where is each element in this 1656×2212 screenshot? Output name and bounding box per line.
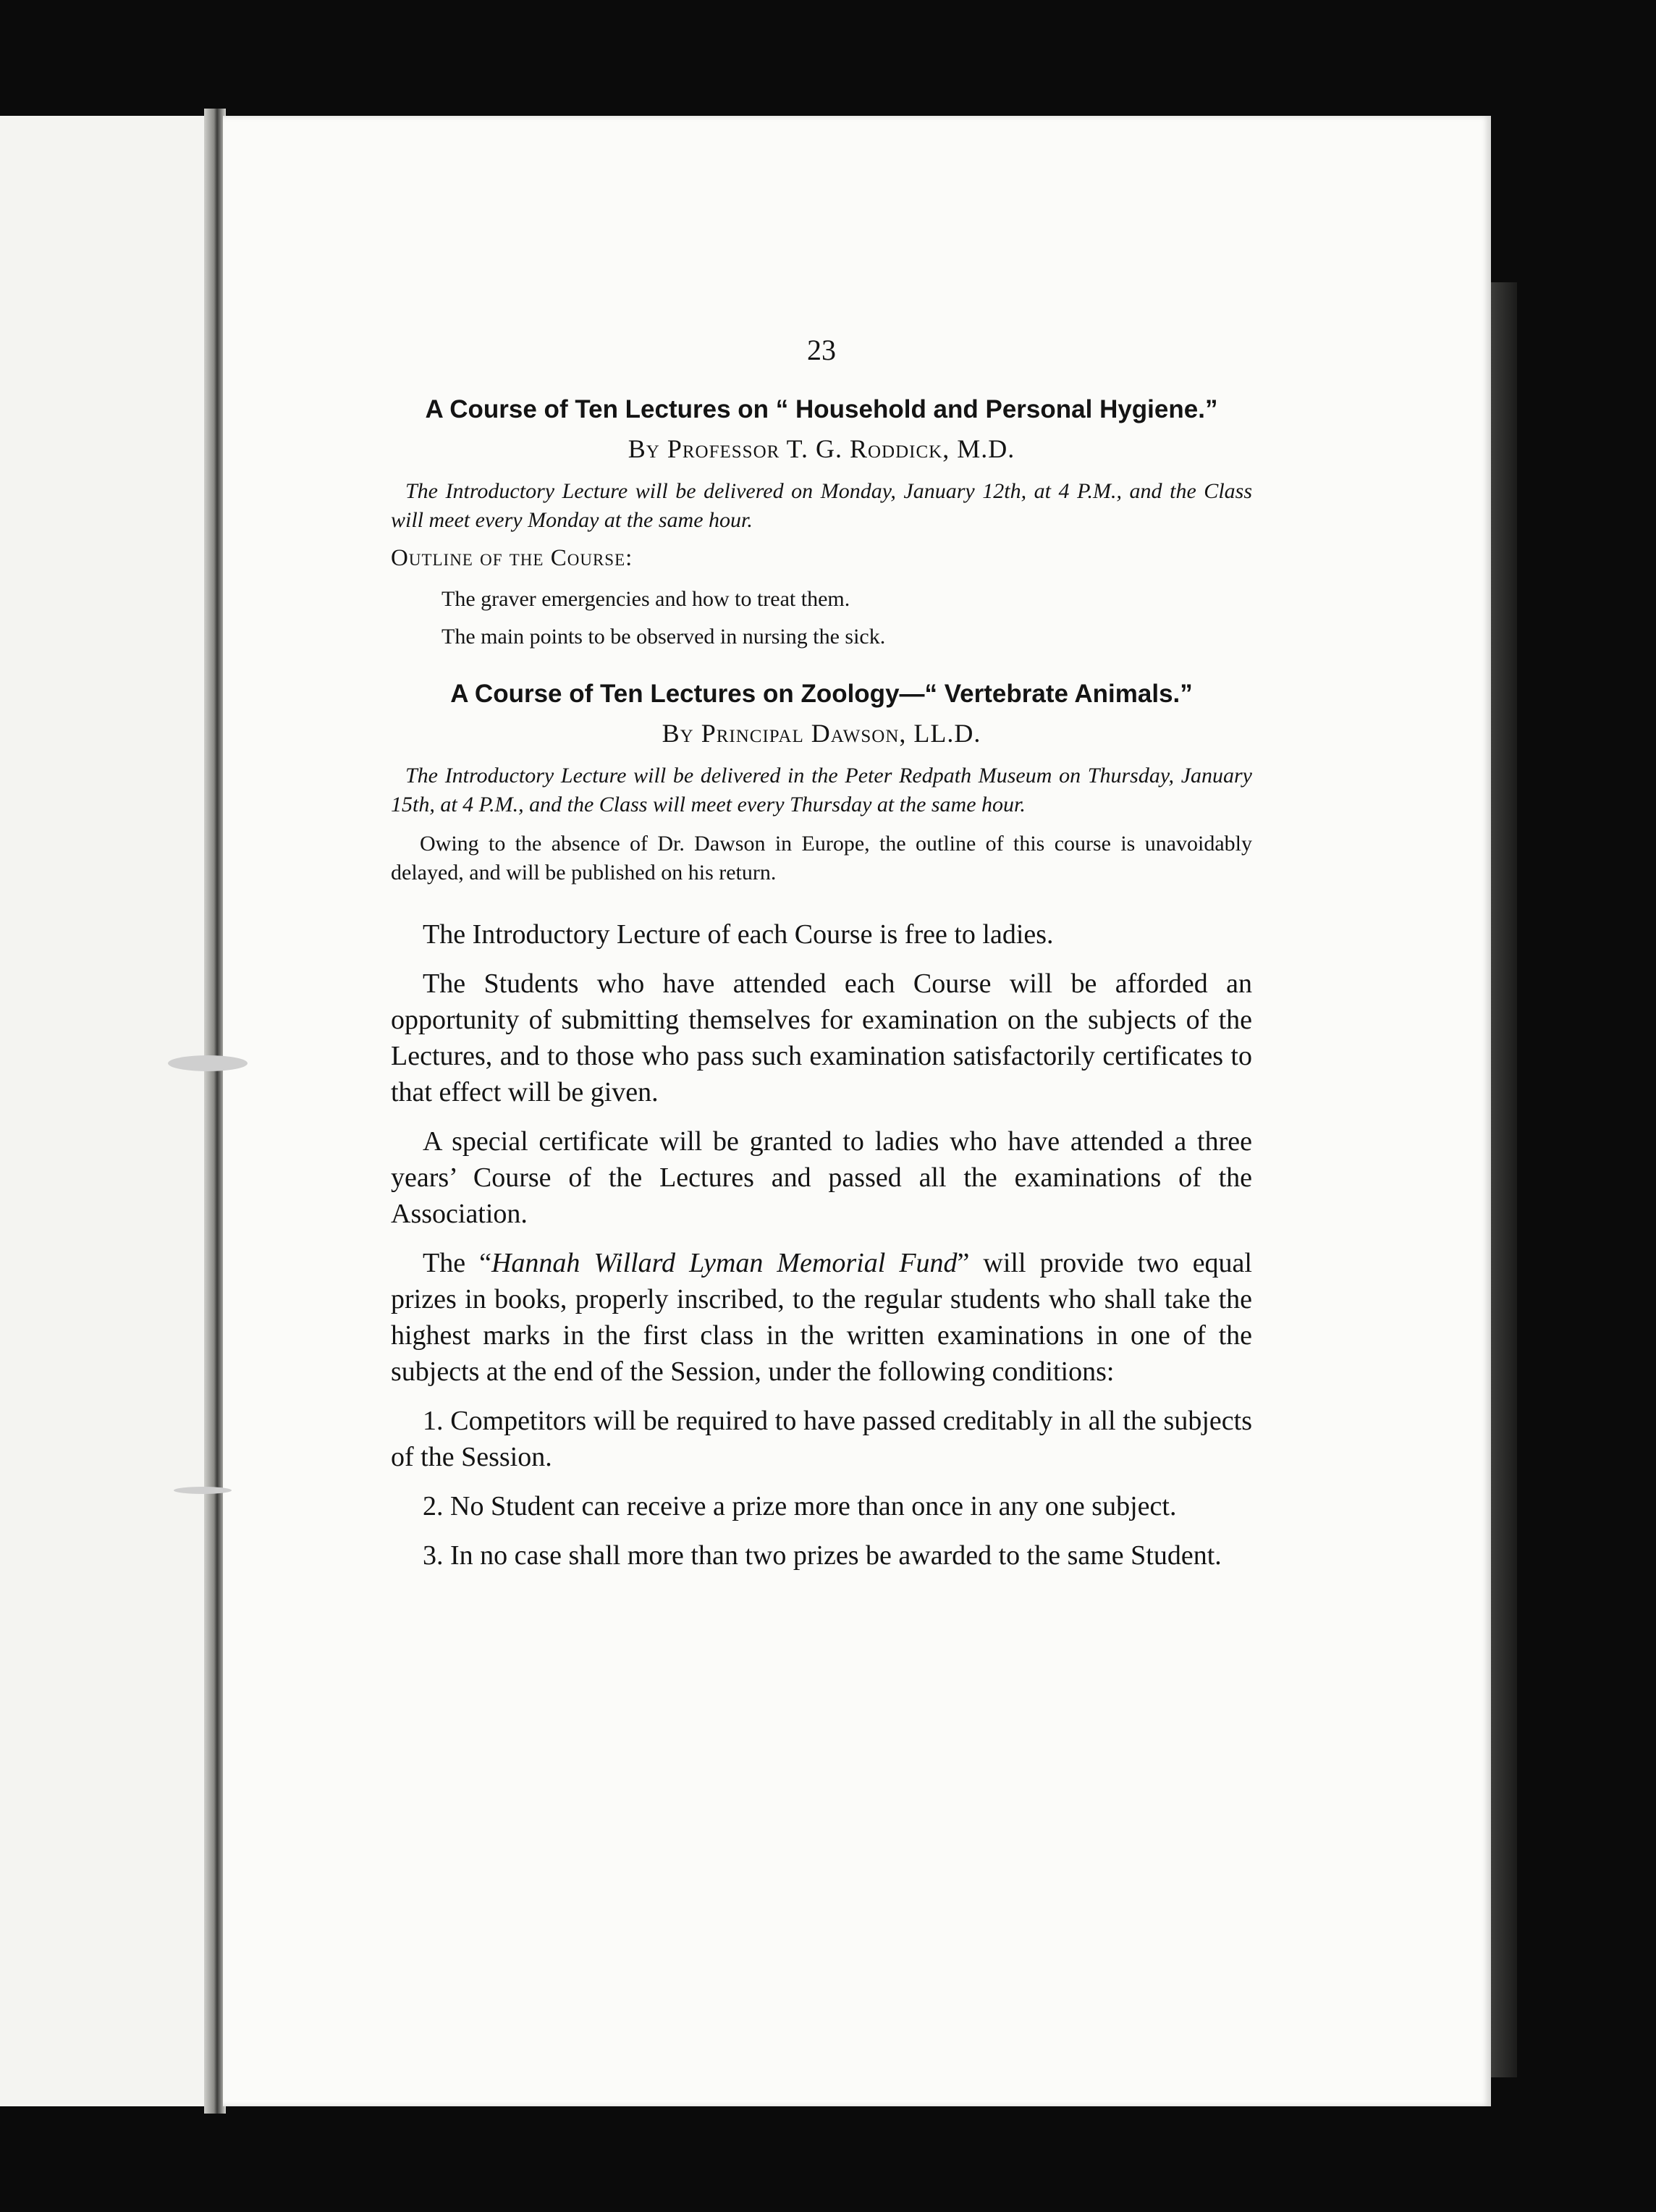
fund-name: Hannah Willard Lyman Memorial Fund — [491, 1248, 958, 1278]
general-information — [391, 916, 1252, 1574]
condition-item: 3. In no case shall more than two prizes be awarded to the same Student. — [423, 1540, 1222, 1571]
condition-item: 1. Competitors will be required to have passed creditably in all the subjects of the Session. — [391, 1406, 1252, 1472]
outline-heading: Outline of the Course: — [391, 545, 633, 571]
course-intro: The Introductory Lecture will be delivered in the Peter Redpath Museum on Thursday, January 15th, at 4 P.M., and the Class will meet every Thursday at the same hour. — [391, 764, 1252, 816]
paragraph: The Students who have attended each Course will be afforded an opportunity of submitting themselves for examination on the subjects of the Lectures, and to those who pass such examination satisfactorily certificates to that effect will be given. — [391, 968, 1252, 1107]
paragraph: A special certificate will be granted to ladies who have attended a three years’ Course of the Lectures and passed all the examinations of the Association. — [391, 1126, 1252, 1229]
paper-blemish — [168, 1055, 248, 1071]
outline-item: The main points to be observed in nursing the sick. — [442, 625, 886, 649]
condition-item: 2. No Student can receive a prize more than once in any one subject. — [423, 1491, 1177, 1521]
course-title: A Course of Ten Lectures on Zoology—“ Vertebrate Animals.” — [450, 680, 1193, 708]
fund-rest: ” will provide two equal prizes in books, properly inscribed, to the regular students who shall take the highest marks in the first class in the written examinations in one of the subjects at the end of the Session, under the following conditions: — [391, 1248, 1252, 1387]
course-zoology — [391, 680, 1252, 887]
paper-blemish — [174, 1487, 232, 1494]
course-hygiene — [391, 396, 1252, 651]
outline-item: The graver emergencies and how to treat them. — [442, 587, 850, 611]
course-intro: The Introductory Lecture will be delivered on Monday, January 12th, at 4 P.M., and the Class will meet every Monday at the same hour. — [391, 479, 1252, 532]
paragraph: The Introductory Lecture of each Course is free to ladies. — [423, 919, 1054, 950]
fund-lead: The “ — [423, 1248, 491, 1278]
fund-paragraph — [391, 1245, 1252, 1390]
course-byline: By Principal Dawson, LL.D. — [662, 719, 981, 748]
page-number: 23 — [807, 334, 836, 366]
page-edge — [1491, 282, 1517, 2077]
page-content — [391, 333, 1252, 1587]
left-page — [0, 116, 208, 2106]
course-title: A Course of Ten Lectures on “ Household and Personal Hygiene.” — [425, 395, 1218, 423]
course-note: Owing to the absence of Dr. Dawson in Europe, the outline of this course is unavoidably delayed, and will be published on his return. — [391, 832, 1252, 885]
course-byline: By Professor T. G. Roddick, M.D. — [628, 434, 1015, 463]
